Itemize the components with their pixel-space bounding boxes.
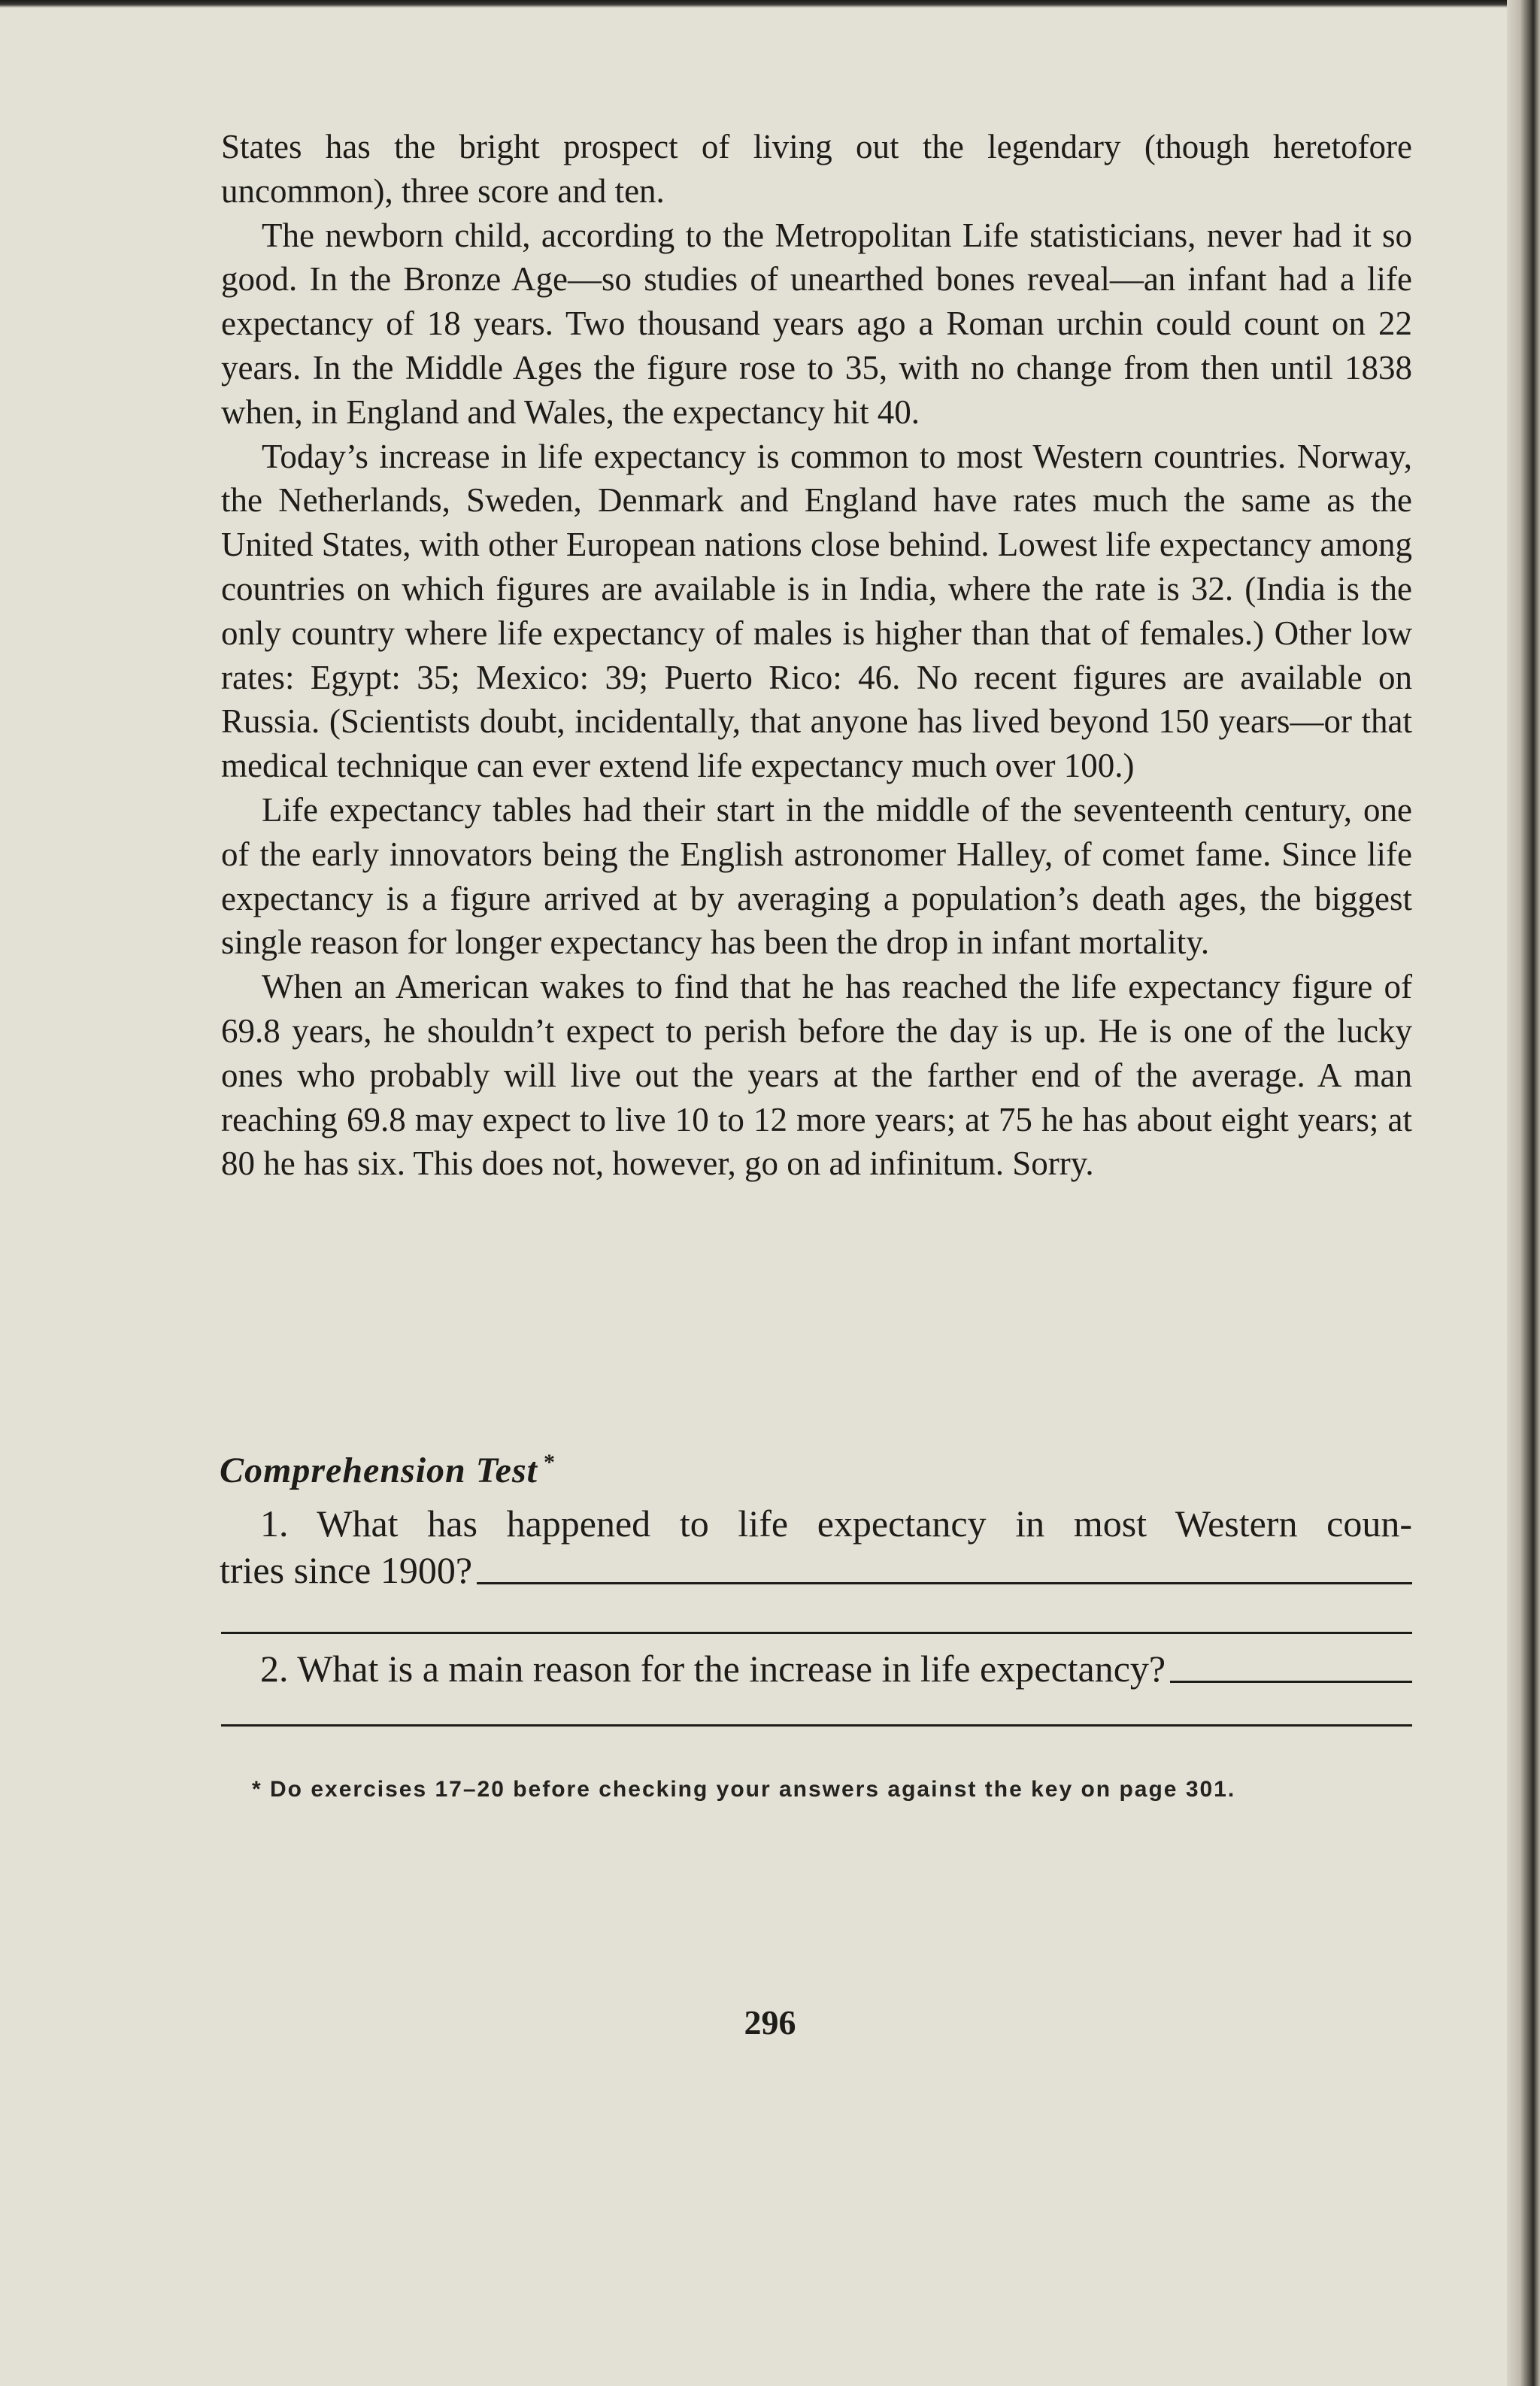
page-top-edge [0,0,1540,8]
question-2-text: 2. What is a main reason for the increase in life expectancy? [260,1648,1166,1690]
body-text [221,125,1412,1186]
page-number: 296 [744,2003,796,2042]
answer-2-blank[interactable] [1170,1681,1412,1683]
paragraph-continued: States has the bright prospect of living out the legendary (though heretofore uncommon), three score and ten. [221,128,1412,210]
paragraph-history: The newborn child, according to the Metropolitan Life statisticians, never had it so good. In the Bronze Age—so studies of unearthed bones reveal—an infant had a life expectancy of 18 years. Two thousand years ago a Roman urchin could count on 22 years. In the Middle Ages the figure rose to 35, with no change from then until 1838 when, in England and Wales, the expectancy hit 40. [221,216,1412,431]
paragraph-tables-origin: Life expectancy tables had their start in the middle of the seventeenth century, one of the early innovators being the English astronomer Halley, of comet fame. Since life expectancy is a figure arrived at by averaging a population’s death ages, the biggest single reason for longer expectancy has been the drop in infant mortality. [221,790,1412,962]
heading-text: Comprehension Test [220,1451,538,1490]
comprehension-test-heading [220,1440,556,1493]
question-2 [220,1645,1412,1692]
question-1-text-line1: 1. What has happened to life expectancy in most Western coun- [260,1502,1412,1545]
answer-1-line[interactable] [221,1632,1412,1634]
paragraph-american: When an American wakes to find that he has reached the life expectancy figure of 69.8 years, he shouldn’t expect to perish before the day is up. He is one of the lucky ones who probably will live out the years at the farther end of the average. A man reaching 69.8 may expect to live 10 to 12 more years; at 75 he has about eight years; at 80 he has six. This does not, however, go on ad infinitum. Sorry. [221,968,1412,1183]
question-1-text-line2: tries since 1900? [220,1549,473,1591]
answer-1-blank[interactable] [477,1582,1412,1584]
answer-2-line[interactable] [221,1724,1412,1727]
footnote: * Do exercises 17–20 before checking your answers against the key on page 301. [252,1777,1236,1802]
question-1 [220,1500,1412,1593]
footnote-marker: * [543,1450,556,1475]
paragraph-western-countries: Today’s increase in life expectancy is common to most Western countries. Norway, the Netherlands, Sweden, Denmark and England have rates much the same as the United States, with other European nations close behind. Lowest life expectancy among countries on which figures are available is in India, where the rate is 32. (India is the only country where life expectancy of males is higher than that of females.) Other low rates: Egypt: 35; Mexico: 39; Puerto Rico: 46. No recent figures are available on Russia. (Scientists doubt, incidentally, that anyone has lived beyond 150 years—or that medical technique can ever extend life expectancy much over 100.) [221,437,1412,785]
